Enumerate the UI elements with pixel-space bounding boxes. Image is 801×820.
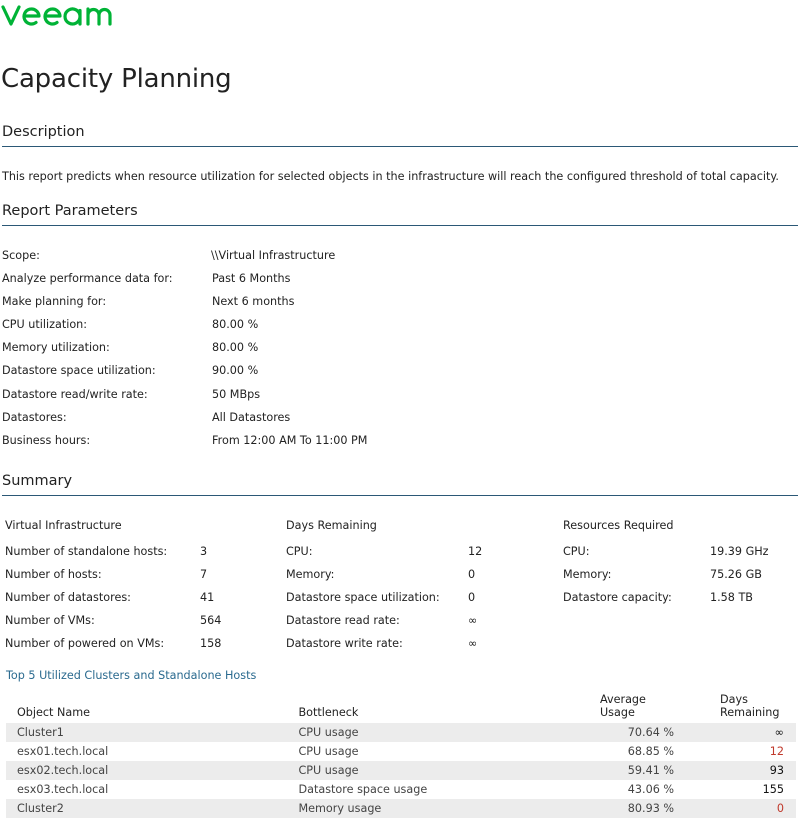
resources-required-summary: [563, 519, 793, 614]
summary-label: CPU:: [563, 545, 590, 558]
summary-column-title: Days Remaining: [286, 519, 377, 532]
summary-label: Datastore read rate:: [286, 614, 400, 628]
days-cell: 0: [694, 799, 796, 818]
summary-row: [5, 545, 265, 568]
days-cell: 155: [762, 783, 784, 796]
summary-label: CPU:: [286, 545, 313, 558]
summary-row: [286, 568, 546, 591]
param-value: 80.00 %: [212, 318, 259, 332]
summary-column-title: Resources Required: [563, 519, 674, 532]
param-label: Business hours:: [2, 433, 91, 447]
param-value: All Datastores: [212, 410, 291, 424]
param-value: Past 6 Months: [212, 272, 291, 286]
param-label: Datastore read/write rate:: [2, 387, 148, 401]
summary-value: 12: [468, 545, 483, 558]
description-text: This report predicts when resource utilization for selected objects in the infrastructure will reach the configured threshold of total capacity.: [2, 170, 779, 183]
summary-value: ∞: [468, 614, 478, 628]
summary-value: 0: [468, 591, 476, 605]
param-label: Datastores:: [2, 410, 67, 424]
param-label: Make planning for:: [2, 295, 107, 309]
summary-row: [286, 614, 546, 637]
section-divider: [2, 146, 798, 147]
veeam-logo: [0, 2, 116, 28]
summary-row: [563, 568, 793, 591]
summary-row: [286, 591, 546, 614]
param-value: 90.00 %: [212, 364, 259, 378]
object-name-cell: esx03.tech.local: [17, 783, 109, 796]
header-line: Average: [599, 693, 646, 706]
summary-heading: Summary: [2, 473, 73, 489]
summary-label: Datastore write rate:: [286, 637, 403, 651]
summary-value: ∞: [468, 637, 478, 651]
param-value: 50 MBps: [212, 387, 261, 401]
column-header-days-remaining: [694, 689, 796, 723]
usage-cell: 70.64 %: [553, 723, 694, 742]
bottleneck-cell: CPU usage: [299, 761, 553, 780]
summary-label: Number of VMs:: [5, 614, 95, 628]
summary-column-title: Virtual Infrastructure: [5, 519, 122, 532]
summary-label: Memory:: [286, 568, 335, 582]
summary-value: 41: [200, 591, 215, 605]
days-cell: 12: [769, 745, 784, 758]
param-value: From 12:00 AM To 11:00 PM: [212, 433, 368, 447]
header-line: Remaining: [720, 706, 780, 719]
param-label: Analyze performance data for:: [2, 272, 173, 286]
summary-row: [5, 614, 265, 637]
column-header-bottleneck: Bottleneck: [298, 706, 359, 719]
top5-title: Top 5 Utilized Clusters and Standalone Hosts: [6, 669, 257, 682]
usage-cell: 59.41 %: [553, 761, 694, 780]
column-header-object-name: Object Name: [17, 706, 90, 719]
table-row: [6, 761, 796, 780]
usage-cell: 43.06 %: [627, 783, 675, 796]
virtual-infrastructure-summary: [5, 519, 265, 660]
param-label: Datastore space utilization:: [2, 364, 156, 378]
description-heading: Description: [2, 124, 85, 140]
object-name-cell: Cluster2: [6, 799, 299, 818]
summary-value: 75.26 GB: [710, 568, 762, 582]
table-row: [6, 799, 796, 818]
days-remaining-summary: [286, 519, 546, 660]
object-name-cell: Cluster1: [6, 723, 299, 742]
summary-value: 19.39 GHz: [710, 545, 769, 558]
summary-label: Datastore capacity:: [563, 591, 672, 605]
summary-label: Number of powered on VMs:: [5, 637, 165, 651]
bottleneck-cell: CPU usage: [298, 745, 359, 758]
param-label: Memory utilization:: [2, 341, 110, 355]
summary-row: [286, 545, 546, 568]
page-title: Capacity Planning: [1, 64, 232, 94]
summary-label: Number of hosts:: [5, 568, 102, 582]
param-value: \\Virtual Infrastructure: [211, 249, 336, 262]
param-label: Scope:: [2, 249, 40, 262]
summary-value: 0: [468, 568, 476, 582]
summary-label: Number of datastores:: [5, 591, 131, 605]
header-line: Days: [720, 693, 748, 706]
object-name-cell: esx02.tech.local: [6, 761, 299, 780]
table-row: [6, 780, 796, 799]
summary-value: 158: [200, 637, 222, 651]
summary-row: [563, 591, 793, 614]
usage-cell: 80.93 %: [553, 799, 694, 818]
table-row: [6, 742, 796, 761]
summary-value: 564: [200, 614, 222, 628]
table-row: [6, 723, 796, 742]
section-divider: [2, 225, 798, 226]
summary-value: 3: [200, 545, 208, 558]
header-line: Usage: [599, 706, 635, 719]
summary-label: Datastore space utilization:: [286, 591, 440, 605]
summary-value: 7: [200, 568, 208, 582]
bottleneck-cell: CPU usage: [299, 723, 553, 742]
summary-row: [5, 591, 265, 614]
summary-row: [5, 568, 265, 591]
column-header-average-usage: [553, 689, 694, 723]
report-parameters-heading: Report Parameters: [2, 203, 138, 219]
usage-cell: 68.85 %: [627, 745, 675, 758]
object-name-cell: esx01.tech.local: [17, 745, 109, 758]
days-cell: ∞: [694, 723, 796, 742]
summary-row: [5, 637, 265, 660]
param-label: CPU utilization:: [2, 318, 88, 332]
bottleneck-cell: Memory usage: [299, 799, 553, 818]
summary-label: Number of standalone hosts:: [5, 545, 168, 558]
summary-value: 1.58 TB: [710, 591, 753, 605]
top5-table: [6, 689, 796, 818]
param-value: 80.00 %: [212, 341, 259, 355]
bottleneck-cell: Datastore space usage: [298, 783, 428, 796]
section-divider: [2, 495, 798, 496]
table-header-row: [6, 689, 796, 723]
summary-label: Memory:: [563, 568, 612, 582]
summary-row: [286, 637, 546, 660]
summary-row: [563, 545, 793, 568]
days-cell: 93: [694, 761, 796, 780]
param-value: Next 6 months: [212, 295, 295, 309]
